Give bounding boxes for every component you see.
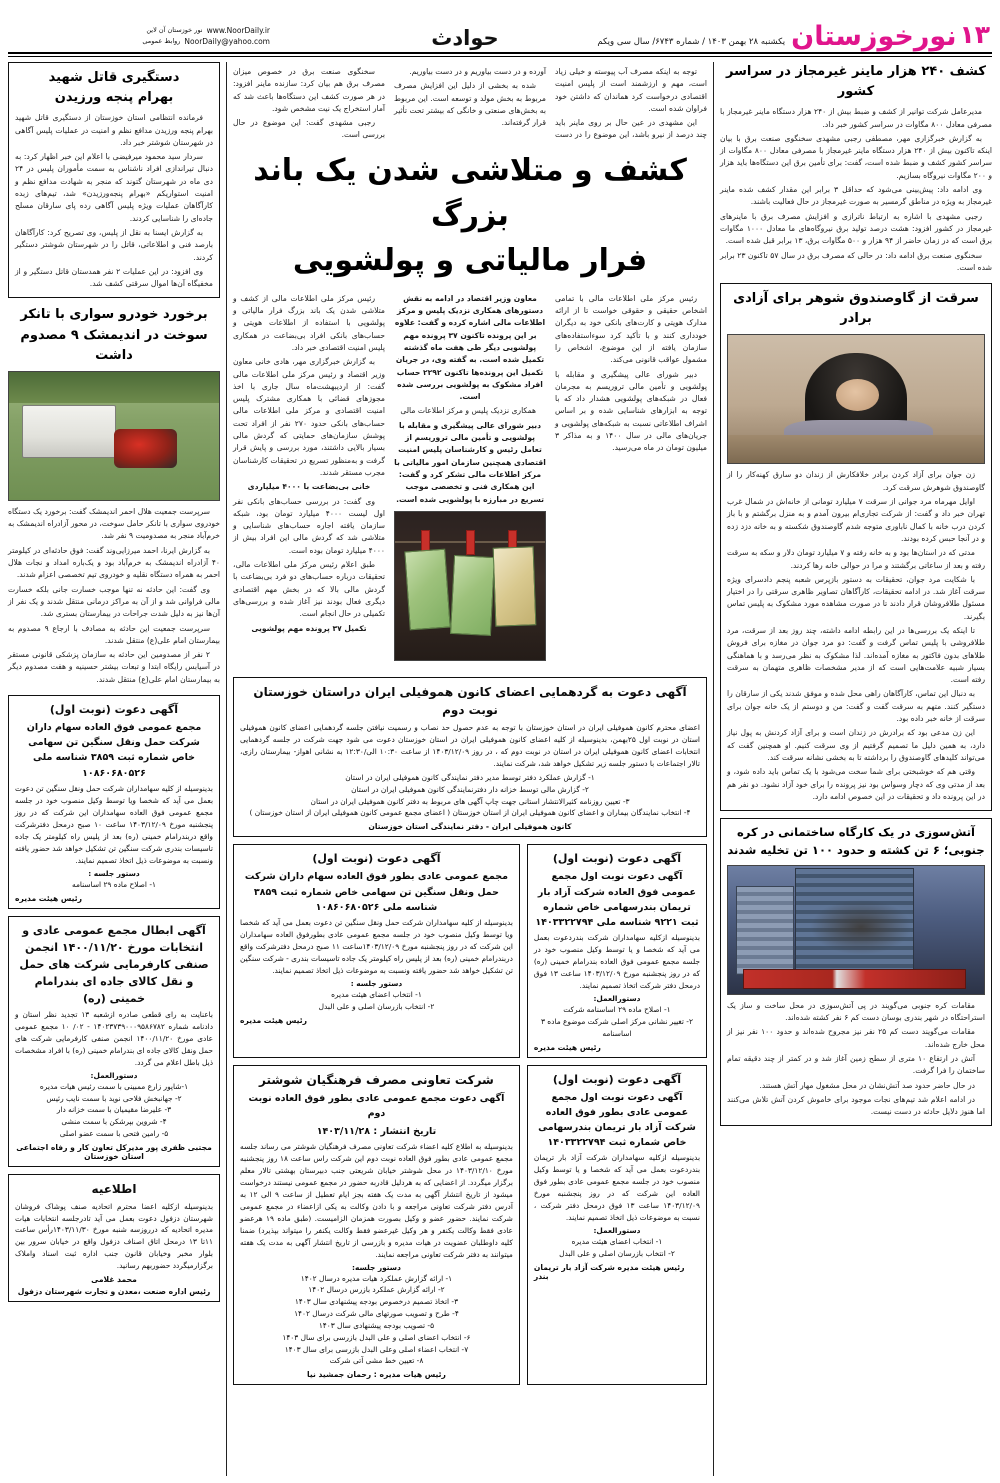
notice-annulment-body [15, 1009, 213, 1069]
article-miners-body [720, 106, 992, 274]
notice-sangin-ton-extraordinary-subtitle: مجمع عمومی فوق العاده سهام داران شرکت حمل ونقل سنگین تن سهامی خاص شماره ثبت ۳۸۵۹ شناسه ملی ۱۰۸۶۰۶۸۰۵۲۶ [26, 722, 202, 779]
agenda-header: دستورالعمل: [593, 1226, 641, 1236]
paragraph: به گزارش ایرنا، احمد میرزایی‌وند گفت: فوق حادثه‌ای در کیلومتر ۴۰ آزادراه اندیمشک به خرم‌آباد بود و یک‌باره امداد و نجات هلال احمر به همراه دستگاه نقلیه و خودروی تیم تخصصی اعزام شدند. [8, 545, 220, 580]
paragraph: به گزارش ایسنا به نقل از پلیس، وی تصریح کرد: کارآگاهان بارصد فنی و اطلاعاتی، قاتل را در شهرستان شوشتر دستگیر کردند. [15, 227, 213, 262]
paragraph: بدینوسیله ازکلیه اعضا محترم اتحادیه صنف پوشاک فروشان شهرستان دزفول دعوت بعمل می آید تادرجلسه انتخابات هیات مدیره اتحادیه که درروزسه شنبه مورخ ۱۴۰۳/۱۱/۳۰رأس ساعت ۱۱تا ۱۳ درمحل اتاق اصناف دزفول واقع در خیابان سرور بین بلوار مخبر وخیابان قانون جنب اداره ثبت اسناد واملاک برگزارمیگردد حضوربهم رسانید. [15, 1201, 213, 1271]
agenda-item: ۲- گزارش مالی توسط خزانه دار دفترنمایندگی کانون هموفیلی ایران در استان [351, 784, 589, 794]
issue-line: یکشنبه ۲۸ بهمن ۱۴۰۳ / شماره ۶۷۴۳/ سال سی ویکم [597, 37, 786, 47]
paragraph: رئیس مرکز ملی اطلاعات مالی با تمامی اشخاص حقیقی و حقوقی خواست تا از ارائه مدارک هویتی و کارت‌های بانکی خود به دیگران خودداری کنند و با تأکید کرد سوءاستفاده‌های سازمان یافته از این موضوع، اشخاص را مشمول عواقب قانونی می‌کند. [555, 293, 707, 365]
paragraph: وی گفت: در بررسی حساب‌های بانکی نفر اول لیست ۴۰۰۰ میلیارد تومان بود، شبکه سازمان یافته اجاره حساب‌های شناسایی و متلاشی شد که گردش مالی این افراد بیش از ۴۰۰۰ میلیارد تومان بوده است. [233, 496, 385, 555]
paragraph: رئیس مرکز ملی اطلاعات مالی از کشف و متلاشی شدن یک باند بزرگ فرار مالیاتی و پولشویی با استفاده از اطلاعات هویتی و حساب‌های بانکی افراد بی‌بضاعت در همکاری پلیس امنیت اقتصادی خبر داد. [233, 293, 385, 352]
notice-sangin-ton-ordinary [233, 844, 520, 1057]
notice-annulment-sign: مجتبی ظفری پور مدیرکل تعاون کار و رفاه اجتماعی استان خوزستان [16, 1142, 212, 1161]
notice-cooperative-body [240, 1141, 513, 1261]
paragraph: رجبی مشهدی با اشاره به ارتباط ناترازی و افزایش مصرف برق با ماینرهای غیرمجاز در کشور افزود: هشت درصد تولید برق نیروگاه‌های ما معادل ۱۰۰۰ مگاوات برق است که در زمان حاضر از ۹۴ هزار و ۵۰۰ مگاوات برق، ۱۳ برابر قبل شده است. [720, 211, 992, 246]
notice-announcement-sign-name: محمد غلامی [91, 1275, 137, 1285]
paragraph: در ادامه اعلام شد تیم‌های نجات موجود برای خاموش کردن آتش تلاش می‌کنند اما هنوز دلایل حادثه در دست نیست. [727, 1094, 985, 1117]
contact-email[interactable]: NoorDaily@yahoo.com [184, 37, 270, 47]
notice-sangin-ton-ordinary-title: آگهی دعوت (نوبت اول) [312, 852, 441, 866]
article-martyr-killer [8, 62, 220, 298]
notice-sangin-ton-ordinary-body [240, 917, 513, 977]
article-korea-fire [720, 818, 992, 1126]
notice-azadbar-2-sign: رئیس هیئت مدیره شرکت آزاد بار تریمان بندر [533, 1262, 685, 1281]
agenda-item: ۱- گزارش عملکرد دفتر توسط مدیر دفتر نمایندگی کانون هموفیلی ایران در استان [345, 772, 595, 782]
notice-hemophilia-sign: کانون هموفیلی ایران - دفتر نمایندگی استان خوزستان [368, 822, 572, 832]
paragraph: بدینوسیله به اطلاع کلیه اعضاء شرکت تعاونی مصرف فرهنگیان شوشتر می رساند جلسه مجمع عمومی عادی بطور فوق العاده نوبت دوم این شرکت راس ساعت ۱۸ روز پنجشنبه مورخ ۱۴۰۳/۱۲/۱۰ در محل شوشتر خیابان شریعتی جنب دبیرستان بهشتی تالار معلم برگزار میگردد. از اعضایی که به هردلیل قادربه حضور در مجمع عمومی نیستند درخواست میشود از تاریخ انتشار آگهی به مدت یک هفته بجز ایام تعطیل از ساعت ۹ الی ۱۲ به آدرس دفتر شرکت تعاونی مراجعه و با دادن وکالت به یکی ازاعضاء در مجمع عمومی شرکت نمایند. حضور عضو و وکیل بصورت همزمان الزامیست. (طبق ماده ۱۹ هرعضو عادی فقط وکالت یکنفر و هر وکیل غیرعضو فقط وکالت یکنفر را میتواند بپذیرد) ضمنا کلیه داوطلبان عضویت در هیات مدیره و بازرسی از تاریخ انتشار آگهی به مدت یک هفته میتوانند به دفتر شرکت تعاونی مراجعه نمایند. [240, 1141, 513, 1259]
paragraph: آتش در ارتفاع ۱۰ متری از سطح زمین آغاز شد و در کمتر از چند دقیقه تمام ساختمان را فرا گرفت. [727, 1053, 985, 1076]
agenda-item: ۱- انتخاب اعضای هیئت مدیره [571, 1237, 663, 1247]
notice-azadbar-2-subtitle: آگهی دعوت نوبت اول مجمع عمومی عادی بطور فوق العاده شرکت آزاد بار تریمان بندرسهامی خاص شماره ثبت ۱۴۰۳۳۲۲۷۹۴ [538, 1091, 696, 1149]
article-tanker-crash [8, 305, 220, 688]
main-headline-line2: فرار مالیاتی و پولشویی [292, 242, 648, 278]
notice-azadbar-1-agenda [534, 994, 700, 1040]
agenda-item: ۵- تصویب بودجه پیشنهادی سال ۱۴۰۳ [318, 1320, 435, 1330]
notice-sangin-ton-extraordinary-agenda [15, 869, 213, 891]
paragraph: سخنگوی صنعت برق ادامه داد: در حالی که مصرف برق در سال ۵۷ تاکنون ۲۳ برابر شده است. [720, 250, 992, 272]
main-article-col2 [394, 293, 546, 506]
agenda-header: دستور جلسه : [88, 868, 140, 878]
agenda-item: ۸- تعیین خط مشی آتی شرکت [329, 1356, 424, 1366]
agenda-item: ۳- تعیین روزنامه کثیرالانتشار استانی جهت چاپ آگهی های مربوط به دفتر کانون هموفیلی ایران در استان [310, 796, 630, 806]
notice-azadbar-2 [527, 1065, 707, 1386]
notice-cooperative-agenda [240, 1263, 513, 1368]
paragraph: بدینوسیله ازکلیه سهامداران شرکت بندردعوت بعمل می آید که شخصا و یا توسط وکیل منصوب خود در جلسه مجمع عمومی فوق العاده بندرامام خمینی (ره) که در روز پنجشنبه مورخ ۱۴۰۳/۱۲/۰۹ ساعت ۱۳ فوق درمحل دفتر شرکت اتخاذ تصمیم نمایند. [533, 933, 701, 991]
article-korea-fire-title: آتش‌سوزی در یک کارگاه ساختمانی در کره جنوبی؛ ۶ تن کشته و حدود ۱۰۰ تن تخلیه شدند [727, 825, 985, 857]
contact-pr-label: روابط عمومی [142, 37, 181, 46]
notice-azadbar-2-agenda [534, 1226, 700, 1260]
column-center [233, 62, 707, 1476]
notice-cooperative [233, 1065, 520, 1386]
paragraph: به گزارش خبرگزاری مهر، مصطفی رجبی مشهدی سخنگوی صنعت برق با بیان اینکه تاکنون بیش از ۲۴۰ هزار دستگاه ماینر غیرمجاز با مصرفی معادل ۸۰۰ مگاوات از سراسر کشور کشف و ضبط شده است، گفت: برای تأمین برق این دستگاه‌ها باید هزار و ۲۰۰ مگاوات نیروگاه بسازیم. [720, 133, 992, 180]
paragraph: توجه به اینکه مصرف آب پیوسته و خیلی زیاد است، مهم و ارزشمند است از پلیس امنیت اقتصادی درخواست کرد هماندان که داشتن خود فراوان شده است. [555, 67, 707, 113]
logo-text: نورخوزستان [791, 21, 957, 52]
article-martyr-killer-body [15, 112, 213, 290]
agenda-item: ۲- تغییر نشانی مرکز اصلی شرکت موضوع ماده ۳ اساسنامه [540, 1016, 693, 1038]
paragraph: دبیر شورای عالی پیشگیری و مقابله با پولشویی و تأمین مالی تروریسم به مجرمان فعال در شبکه‌های پولشویی هشدار داد که با توجه به ابزارهای شناسایی شده و بر اساس اشراف اطلاعاتی نسبت به شبکه‌های پولشویی و جریان‌های مالی در سال ۱۴۰۰ و به مذاکر ۳ میلیون تومان در ماه می‌رسید. [555, 369, 707, 453]
page-number: ۱۳ [959, 20, 990, 49]
article-tanker-crash-body [8, 506, 220, 686]
paragraph: اوایل مهرماه مرد جوانی از سرقت ۷ میلیارد تومانی از خانه‌اش در شمال غرب تهران خبر داد و گفت: از شرکت تجاری‌ام بیرون آمدم و به منزل برگشتم و با باز کردن درب خانه با کمال ناباوری متوجه شدم گاوصندوق شکسته و به خانه دزد زده و در آنجا حبس کرده بودند. [727, 497, 985, 543]
agenda-item: ۱- اصلاح ماده ۲۹ اساسنامه [72, 879, 156, 889]
paragraph: رجبی مشهدی گفت: این موضوع در حال بررسی است. [233, 118, 385, 140]
column-right [720, 62, 992, 1476]
agenda-item: ۳- اتخاذ تصمیم درخصوص بودجه پیشنهادی سال ۱۴۰۳ [294, 1297, 459, 1307]
agenda-header: دستور جلسه : [350, 978, 403, 988]
subhead: خانی بی‌بضاعت با ۴۰۰۰ میلیاردی [247, 482, 371, 492]
article-korea-fire-body [727, 1000, 985, 1119]
paragraph: شده به بخشی از دلیل این افزایش مصرف مربوط به بخش مولد و توسعه است. این مربوط به بخش‌های صنعتی و خانگی که بیشتر تحت تأثیر قرار گرفته‌اند. [394, 81, 546, 128]
masthead-brand [597, 20, 990, 52]
agenda-item: ۷- انتخاب اعضاء اصلی وعلی البدل بازرسی برای سال ۱۴۰۳ [284, 1344, 469, 1354]
notice-azadbar-1-body [534, 932, 700, 992]
paragraph: با شکایت مرد جوان، تحقیقات به دستور بازپرس شعبه پنجم دادسرای ویژه سرقت آغاز شد. در ادامه تحقیقات، کارآگاهان تصاویر ظاهری سرقتی را در اختیار مسئول طلافروشان قرار دادند تا در صورت مشاهده مورد مشکوک به پلیس تماس بگیرند. [727, 574, 985, 621]
section-title: حوادث [431, 26, 499, 50]
paragraph: تا اینکه یک بررسی‌ها در این رابطه ادامه داشته، چند روز بعد از سرقت، مرد طلافروشی با پلیس تماس گرفت و گفت: دو مرد جوان در مغازه برای فروش طلاهای بدون فاکتور به مغازه آمده‌اند. لذا مشکوک به نظر می‌رسد و با هماهنگی بسیار شبیه علامت‌هایی است که از مدیر مشخصات ظاهری متهمان به سرقت رفته است. [727, 625, 985, 685]
notice-sangin-ton-ordinary-sign: رئیس هیئت مدیره [240, 1015, 307, 1025]
notice-cooperative-date: تاریخ انتشار : ۱۴۰۳/۱۱/۲۸ [316, 1125, 437, 1137]
subhead: دبیر شورای عالی پیشگیری و مقابله با پولشویی و تأمین مالی تروریسم از تعامل رئیس و کارشناسان پلیس امنیت اقتصادی همچنین سازمان امور مالیاتی با مرکز اطلاعات مالی تشکر کرد و گفت: این همکاری فنی و تخصصی موجب تسریع در مبارزه با پولشویی شده است. [394, 420, 546, 504]
notice-sangin-ton-extraordinary-sign: رئیس هیئت مدیره [15, 893, 82, 903]
paragraph: مقامات کره جنوبی می‌گویند در پی آتش‌سوزی در محل ساخت و ساز یک استراحتگاه در شهر بندری بوسان دست کم ۶ نفر کشته شده‌اند. [727, 1000, 985, 1023]
agenda-item: ۱- اصلاح ماده ۲۹ اساسنامه شرکت [563, 1005, 671, 1015]
main-article [233, 148, 707, 666]
agenda-item: ۵- رامین فتحی با سمت عضو اصلی [59, 1129, 169, 1139]
paragraph: سخنگوی صنعت برق در خصوص میزان مصرف برق هم بیان کرد: سازنده ماینر افزود: در هر صورت کشف این دستگاه‌ها باعث شد که آمار استخراج یک نیت مشخص شود. [233, 67, 385, 113]
column-divider-left [226, 62, 227, 1476]
notice-announcement-sign-title: رئیس اداره صنعت ،معدن و تجارت شهرستان دزفول [17, 1287, 211, 1297]
paragraph: به گزارش خبرگزاری مهر، هادی خانی معاون وزیر اقتصاد و رئیس مرکز ملی اطلاعات مالی گفت: از اردیبهشت‌ماه سال جاری با اخذ مجوزهای قضائی با همکاری مشترک پلیس امنیت اقتصادی و مرکز ملی اطلاعات مالی حساب‌های بانکی حدود ۲۷۰ نفر از افراد تحت پوشش سازمان‌های حمایتی که گردش مالی بسیار بالایی داشتند، مورد بررسی و پایش قرار گرفت و به‌منظور تسریع در تحقیقات کارشناسان مجرب مستقر شدند. [233, 357, 385, 477]
column-divider-right [713, 62, 714, 1476]
paragraph: وی گفت: این حادثه نه تنها موجب خسارت جانی بلکه خسارت مالی فراوانی شد و از آن به مراکز درمانی منتقل شدند و یک نفر از آن‌ها نیز به دلیل شدت جراحات در بیمارستان بستری شد. [8, 584, 220, 619]
paragraph: باعنایت به رای قطعی صادره ازشعبه ۱۳ تجدید نظر استان و دادنامه شماره ۱۴۰۲۳۷۳۹۰۰۰۹۵۸۶۷۸۲ - ۰۲/ ۱۰ مجمع عمومی عادی مورخ ۱۴۰۰/۱۱/۲۰ انجمن صنفی کارفرمایی شرکت های حمل ونقل کالای جاده ای بندرامام خمینی (ره) با افراد مشخصات ذیل باطل اعلام می گردد. [15, 1009, 213, 1067]
notice-azadbar-1-title: آگهی دعوت (نوبت اول) [552, 852, 682, 866]
column-left [8, 62, 220, 1476]
paragraph: سرپرست جمعیت این حادثه به مصادف با ارجاع ۹ مصدوم به بیمارستان امام علی(ع) منتقل شدند. [8, 623, 220, 645]
agenda-item: ۴- طرح و تصویب صورتهای مالی شرکت درسال ۱۴۰۲ [294, 1309, 459, 1319]
notice-row-cooperative [233, 1065, 707, 1393]
page-grid [0, 57, 1000, 1482]
notice-sangin-ton-extraordinary [8, 695, 220, 909]
paragraph: ۲ نفر از مصدومین این حادثه به سازمان پزشکی قانونی مستقر در آسیابس رایگاه ابتدا و تبعات بیشتر حسینیه و هفت مصدوم دیگر به بیمارستان امام علی(ع) منتقل شدند. [8, 650, 220, 684]
paragraph: این زن مدعی بود که برادرش در زندان است و برای آزاد کردنش به پول نیاز دارد، به همین دلیل ما تصمیم گرفتیم از وی سرقت کنیم. او همچنین گفت که می‌تواند کلیدهای گاوصندوق را برداشته تا به بخشی نشانه سرقت کند. [727, 728, 985, 762]
paragraph: وی ادامه داد: پیش‌بینی می‌شود که حداقل ۳ برابر این مقدار کشف شده ماینر غیرمجاز به ویژه در مناطق گرمسیر به صورت غیرمجاز در حال فعالیت باشند. [720, 185, 992, 207]
notice-announcement-body [15, 1201, 213, 1273]
notice-announcement-title: اطلاعیه [91, 1181, 137, 1196]
paragraph: وی افزود: در این عملیات ۲ نفر همدستان قاتل دستگیر و از مخفیگاه آن‌ها اموال سرقتی کشف شد. [15, 266, 213, 289]
agenda-item: ۴- شروین بپرشکن با سمت منشی [61, 1117, 167, 1127]
notice-sangin-ton-extraordinary-title: آگهی دعوت (نوبت اول) [49, 703, 179, 717]
notice-hemophilia-title: آگهی دعوت به گردهمایی اعضای کانون هموفیلی ایران دراستان خوزستان نوبت دوم [253, 684, 687, 718]
paragraph: به دنبال این تماس، کارآگاهان راهی محل شده و موفق شدند یکی از سارقان را دستگیر کنند. متهم به سرقت گفت و گفت: من و دوستم از یک خانه جوان برای سرقت از خانه خبر داده بود. [727, 689, 985, 724]
agenda-header: دستورالعمل: [90, 1070, 138, 1080]
paragraph: وقتی هم که خوشبختی برای شما سخت می‌شود با یک تماس باید داده شود، و بعد از مدتی وی که دچار وسواس بود نیز پرونده را برای خود آزاد نشود. دو نفر هم در این پرونده داد و تحقیقات در این خصوص ادامه دارد. [727, 767, 985, 801]
contact-website[interactable]: www.NoorDaily.ir [206, 26, 270, 36]
article-tanker-crash-title: برخورد خودرو سواری با تانکر سوخت در اندیمشک ۹ مصدوم داشت [20, 307, 208, 363]
paragraph: مدتی که در استان‌ها بود و به خانه رفته و ۷ میلیارد تومان دلار و سکه به سرقت رفته و بعد از ساعاتی برگشتند و مرا در حوالی خانه رها کردند. [727, 548, 985, 570]
paragraph: همکاری نزدیک پلیس و مرکز اطلاعات مالی [400, 406, 536, 416]
paragraph: مدیرعامل شرکت توانیر از کشف و ضبط بیش از ۲۴۰ هزار دستگاه ماینر غیرمجاز با مصرفی معادل ۸۰۰ مگاوات در سراسر کشور خبر داد. [720, 107, 992, 129]
agenda-item: ۲- جهانبخش فلاحی نوید با سمت نایب رئیس [46, 1093, 182, 1103]
notice-annulment [8, 916, 220, 1167]
paragraph: این مشهدی در عین حال بر روی ماینر باید چند درصد از نیرو باشد، این موضوع را در دست آورده و در دست بیاوریم و در دست بیاوریم. [409, 67, 707, 140]
paragraph: زن جوان برای آزاد کردن برادر خلافکارش از زندان دو سارق کهنه‌کار را از گاوصندوق شوهرش سرقت کرد. [727, 470, 985, 492]
main-article-col3 [555, 293, 707, 455]
photo-money-clothesline [394, 511, 546, 661]
agenda-item: ۱-شاپور زارع ممبینی با سمت رئیس هیات مدیره [39, 1081, 189, 1091]
article-miners-title: کشف ۲۴۰ هزار ماینر غیرمجاز در سراسر کشور [726, 64, 986, 100]
notice-azadbar-1-sign: رئیس هیئت مدیره [533, 1042, 601, 1052]
photo-burning-building [727, 865, 985, 995]
paragraph: بدینوسیله ازکلیه سهامداران شرکت آزاد بار تریمان بندردعوت بعمل می آید که شخصا و یا توسط وکیل منصوب خود در جلسه مجمع عمومی عادی بطور فوق العاده این شرکت که در روز پنجشنبه مورخ ۱۴۰۳/۱۲/۰۹ ساعت ۱۳ فوق درمحل دفتر شرکت ، نسبت به موضوعات ذیل اتخاذ تصمیم نمایند. [533, 1153, 700, 1223]
notice-row-pair [233, 844, 707, 1064]
main-article-col1 [233, 293, 385, 635]
article-miners [720, 62, 992, 276]
agenda-item: ۲- انتخاب بازرسان اصلی و علی البدل [559, 1249, 675, 1259]
paragraph: فرمانده انتظامی استان خوزستان از دستگیری قاتل شهید بهرام پنجه ورزیدن مدافع نظم و امنیت در عملیات پلیس آگاهی در شهرستان شوشتر خبر داد. [15, 113, 213, 147]
agenda-header: دستور جلسه: [352, 1262, 401, 1272]
notice-hemophilia-agenda [240, 772, 700, 819]
agenda-header: دستورالعمل: [593, 994, 641, 1004]
article-safe-theft-title: سرقت از گاوصندوق شوهر برای آزادی برادر [733, 291, 979, 327]
agenda-item: ۱- انتخاب اعضای هیئت مدیره [331, 989, 422, 999]
photo-ambulance-scene [8, 371, 220, 501]
paragraph: بدینوسیله از کلیه سهامداران شرکت حمل ونقل سنگین تن دعوت بعمل می آید که شخصا ویا توسط وکیل منصوب خود در جلسه مجمع عمومی عادی بطورفوق العاده سهامداران این شرکت که در روز پنجشنبه مورخ ۱۴۰۳/۱۲/۰۹ساعت ۱۱ صبح درمحل دفترشرکت واقع دربندرامام خمینی (ره) بعد از پلیس راه کیلومتر یک جاده تاسیسات بندری - شرکت سنگین تن تشکیل خواهد شد حضور یافته ونسبت به موضوعات ذیل اتخاذ تصمیم نمایند. [240, 917, 513, 975]
photo-woman-suspect [727, 334, 985, 464]
article-martyr-killer-title-1: دستگیری قاتل شهید [48, 70, 180, 85]
notice-azadbar-1-subtitle: آگهی دعوت نوبت اول مجمع عمومی فوق العاده شرکت آزاد بار تریمان بندرسهامی خاص شماره ثبت ۹۲۲۱ شناسه ملی ۱۴۰۳۳۲۲۷۹۴ [535, 871, 699, 928]
notice-azadbar-2-body [534, 1152, 700, 1224]
notice-annulment-title: آگهی ابطال مجمع عمومی عادی و انتخابات مورخ ۱۴۰۰/۱۱/۲۰ انجمن صنفی کارفرمایی شرکت های حمل و نقل کالای جاده ای بندرامام خمینی (ره) [19, 923, 209, 1005]
paragraph: طبق اعلام رئیس مرکز ملی اطلاعات مالی، تحقیقات درباره حساب‌های دو فرد بی‌بضاعت با گردش مالی بالا که در بخش مهم اقتصادی دیگری فعال بودند نیز آغاز شده و بررسی‌های تکمیلی در حال انجام است. [233, 560, 385, 619]
agenda-item: ۶- انتخاب اعضای اصلی و علی البدل بازرسی برای سال ۱۴۰۳ [282, 1332, 471, 1342]
agenda-item: ۳- علیرضا مقیمیان با سمت خزانه دار [56, 1105, 172, 1115]
notice-sangin-ton-extraordinary-body [15, 783, 213, 867]
main-headline-line1: کشف و متلاشی شدن یک باند بزرگ [253, 152, 687, 233]
agenda-item: ۱- ارائه گزارش عملکرد هیات مدیره درسال ۱۴۰۲ [300, 1273, 453, 1283]
notice-sangin-ton-ordinary-subtitle: مجمع عمومی عادی بطور فوق العاده سهام داران شرکت حمل ونقل سنگین تن سهامی خاص شماره ثبت ۳۸۵۹ شناسه ملی ۱۰۸۶۰۶۸۰۵۲۶ [244, 871, 508, 913]
notice-azadbar-2-title: آگهی دعوت (نوبت اول) [552, 1072, 682, 1086]
paragraph: اعضای محترم کانون هموفیلی ایران در استان خوزستان با توجه به عدم حصول حد نصاب و رسمیت نیافتن جلسه گردهمایی اعضای کانون هموفیلی استان در نوبت اول ۲۵بهمن، بدینوسیله از کلیه اعضای کانون هموفیلی ایران در استان خوزستان دعوت می شود جهت شرکت در جلسه گردهمایی انتخابات اعضای کانون هموفیلی ایران در استان در نوبت دوم که ، در روز ۱۴۰۳/۱۲/۰۹ از ساعت ۱۰:۳۰ الی/۱۲:۳۰ به نشانی اهواز- بیمارستان رازی، تالار اجتماعات با دستور جلسه زیر تشکیل خواهد شد، شرکت نمایند. [240, 723, 700, 768]
article-martyr-killer-title-2: بهرام پنجه ورزیدن [54, 90, 174, 106]
article-safe-theft [720, 283, 992, 811]
notice-announcement [8, 1174, 220, 1303]
notice-cooperative-subtitle: آگهی دعوت مجمع عمومی عادی بطور فوق العاده نوبت دوم [248, 1093, 505, 1120]
contact-site-label: نور خوزستان آن لاین [146, 26, 203, 35]
paragraph: سردار سید محمود میرفیضی با اعلام این خبر اظهار کرد: به دنبال تیراندازی افراد ناشناس به سمت مأموران پلیس در ۲۴ دی ماه در شهرستان گتوند که منجر به شهادت مدافع نظم و امنیت استواریکم «بهرام پنجه‌ورزیدن» شد، تیم‌های زبده کارآگاهان عملیات ویژه پلیس آگاهی رده پای سارقان مسلح جاده‌ای را شناسایی کردند. [15, 152, 213, 223]
agenda-item: ۲- انتخاب بازرسان اصلی و علی البدل [318, 1001, 435, 1011]
center-intro-text [233, 66, 707, 142]
paragraph: بدینوسیله از کلیه سهامداران شرکت حمل ونقل سنگین تن دعوت بعمل می آید که شخصا ویا توسط وکیل منصوب خود در جلسه مجمع عمومی فوق العاده سهامداران این شرکت که در روز پنجشنبه مورخ ۱۴۰۳/۱۲/۰۹ ساعت ۱۰ صبح درمحل دفترشرکت واقع دربندرامام خمینی (ره) بعد از پلیس راه کیلومتر یک جاده تاسیسات بندری شرکت سنگین تن تشکیل خواهد شد حضور یافته ونسبت به موضوعات ذیل اتخاذ تصمیم نمایند. [15, 783, 214, 865]
agenda-item: ۴- انتخاب نمایندگان بیماران و اعضای کانون هموفیلی ایران از استان خوزستان ( اعضای مجمع عمومی کانون هموفیلی ایران از استان خوزستان ) [249, 808, 691, 818]
subhead: معاون وزیر اقتصاد در ادامه به نقش دستورهای همکاری نزدیک پلیس و مرکز اطلاعات مالی اشاره کرده و گفت: علاوه بر این پرونده تاکنون ۳۷ پرونده مهم پولشویی دیگر طی هفت ماه گذشته تکمیل شده است. به گفته وی، در جریان تکمیل این پرونده‌ها تاکنون ۲۲۹۲ حساب افراد مشکوک به پولشویی بررسی شده است. [394, 293, 546, 402]
article-safe-theft-body [727, 469, 985, 803]
notice-annulment-agenda [15, 1071, 213, 1140]
agenda-item: ۲- ارائه گزارش عملکرد بازرس درسال ۱۴۰۲ [308, 1285, 445, 1295]
notice-cooperative-sign: رئیس هیات مدیره : رحمان جمشید نیا [307, 1370, 446, 1380]
notice-cooperative-title: شرکت تعاونی مصرف فرهنگیان شوشتر [259, 1072, 494, 1087]
paragraph: مقامات می‌گویند دست کم ۲۵ نفر نیز مجروح شده‌اند و حدود ۱۰۰ نفر نیز از محل خارج شده‌اند. [727, 1027, 985, 1049]
notice-sangin-ton-ordinary-agenda [240, 979, 513, 1013]
notice-azadbar-1 [527, 844, 707, 1057]
notice-hemophilia-body [240, 722, 700, 770]
masthead-section [270, 26, 660, 50]
newspaper-logo [791, 20, 990, 52]
masthead [0, 0, 1000, 50]
paragraph: سرپرست جمعیت هلال احمر اندیمشک گفت: برخورد یک دستگاه خودروی سواری با تانکر حامل سوخت، در محور آزادراه اندیمشک به خرم‌آباد منجر به مصدومیت ۹ نفر شد. [8, 506, 220, 541]
subhead: تکمیل ۳۷ پرونده مهم پولشویی [251, 623, 367, 633]
masthead-contact [10, 26, 270, 50]
paragraph: در حال حاضر حدود صد آتش‌نشان در محل مشغول مهار آتش هستند. [759, 1080, 975, 1090]
notice-hemophilia [233, 677, 707, 838]
